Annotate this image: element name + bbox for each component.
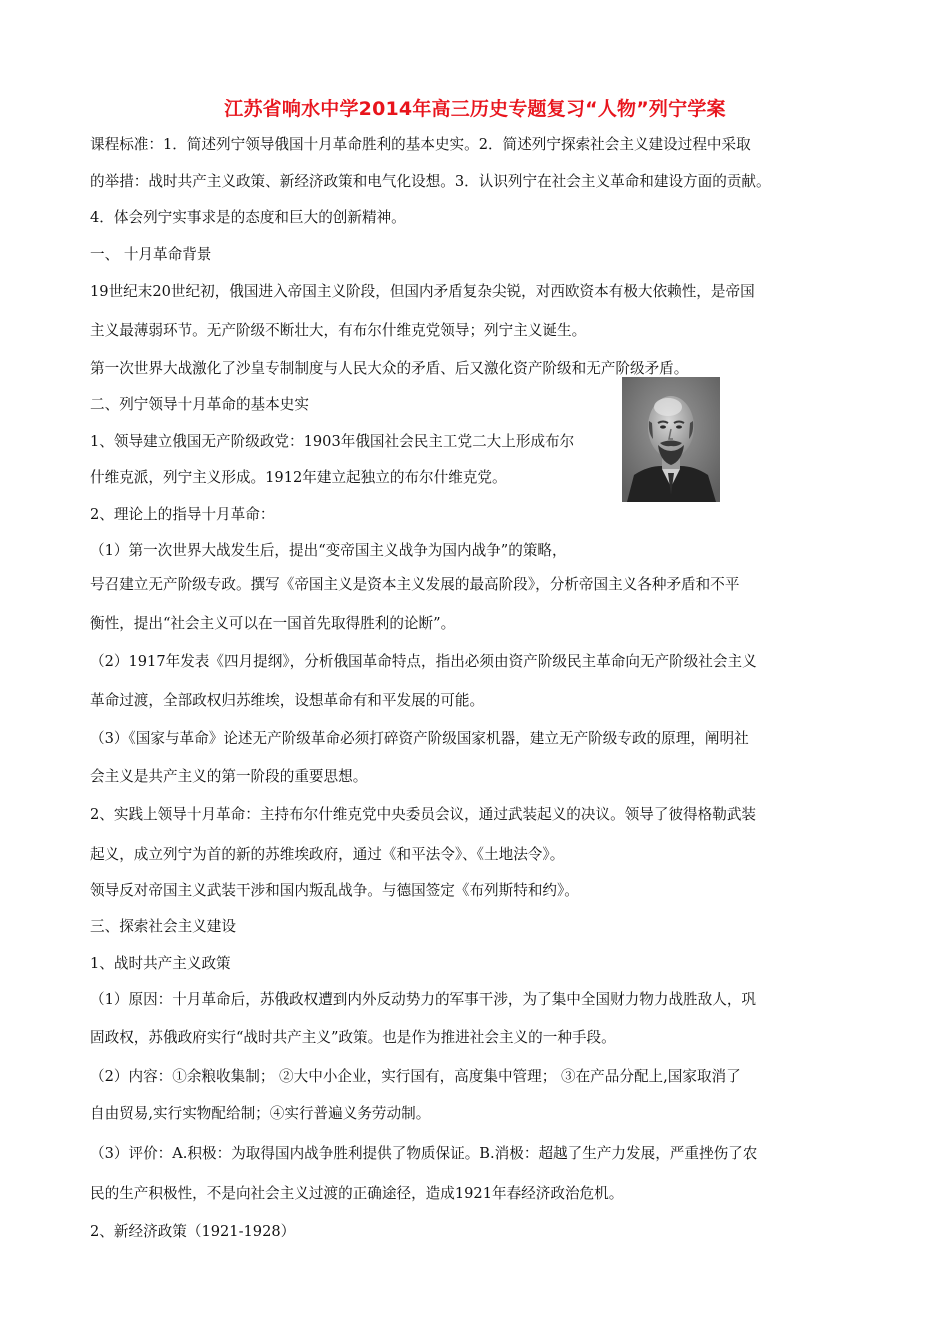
text-line: 1、领导建立俄国无产阶级政党：1903年俄国社会民主工党二大上形成布尔 xyxy=(90,433,575,450)
text-line: 自由贸易,实行实物配给制；④实行普遍义务劳动制。 xyxy=(90,1105,431,1122)
text-line: 什维克派，列宁主义形成。1912年建立起独立的布尔什维克党。 xyxy=(90,469,507,486)
text-line: 2、实践上领导十月革命：主持布尔什维克党中央委员会议，通过武装起义的决议。领导了彼得格勒武装 xyxy=(90,806,757,823)
text-line: 2、新经济政策（1921-1928） xyxy=(90,1223,296,1240)
text-line: 19世纪末20世纪初，俄国进入帝国主义阶段，但国内矛盾复杂尖锐，对西欧资本有极大依赖性，是帝国 xyxy=(90,283,755,300)
section-heading: 一、 十月革命背景 xyxy=(90,246,212,263)
text-line: （3）评价：A.积极：为取得国内战争胜利提供了物质保证。B.消极：超越了生产力发展，严重挫伤了农 xyxy=(90,1145,758,1162)
text-line: 的举措：战时共产主义政策、新经济政策和电气化设想。3．认识列宁在社会主义革命和建设方面的贡献。 xyxy=(90,173,771,190)
text-line: （1）第一次世界大战发生后，提出“变帝国主义战争为国内战争”的策略， xyxy=(90,542,567,559)
text-line: 起义，成立列宁为首的新的苏维埃政府，通过《和平法令》、《土地法令》。 xyxy=(90,846,565,863)
section-heading: 三、探索社会主义建设 xyxy=(90,918,236,935)
text-line: 主义最薄弱环节。无产阶级不断壮大，有布尔什维克党领导；列宁主义诞生。 xyxy=(90,322,587,339)
text-line: 2、理论上的指导十月革命： xyxy=(90,506,275,523)
text-line: 衡性，提出“社会主义可以在一国首先取得胜利的论断”。 xyxy=(90,615,456,632)
text-line: 民的生产积极性，不是向社会主义过渡的正确途径，造成1921年春经济政治危机。 xyxy=(90,1185,624,1202)
text-line: （1）原因：十月革命后，苏俄政权遭到内外反动势力的军事干涉，为了集中全国财力物力战胜敌人，巩 xyxy=(90,991,757,1008)
document-title: 江苏省响水中学2014年高三历史专题复习“人物”列宁学案 xyxy=(224,98,726,120)
text-line: 革命过渡，全部政权归苏维埃，设想革命有和平发展的可能。 xyxy=(90,692,485,709)
text-line: （2）内容：①余粮收集制； ②大中小企业，实行国有，高度集中管理； ③在产品分配上,国家取消了 xyxy=(90,1068,741,1085)
section-heading: 二、列宁领导十月革命的基本史实 xyxy=(90,396,309,413)
text-line: 第一次世界大战激化了沙皇专制制度与人民大众的矛盾、后又激化资产阶级和无产阶级矛盾。 xyxy=(90,360,689,377)
text-line: 领导反对帝国主义武装干涉和国内叛乱战争。与德国签定《布列斯特和约》。 xyxy=(90,882,579,899)
text-line: 固政权，苏俄政府实行“战时共产主义”政策。也是作为推进社会主义的一种手段。 xyxy=(90,1029,616,1046)
text-line: 会主义是共产主义的第一阶段的重要思想。 xyxy=(90,768,368,785)
text-line: 号召建立无产阶级专政。撰写《帝国主义是资本主义发展的最高阶段》，分析帝国主义各种矛盾和不平 xyxy=(90,576,740,593)
text-line: 1、战时共产主义政策 xyxy=(90,955,231,972)
text-line: （3）《国家与革命》论述无产阶级革命必须打碎资产阶级国家机器，建立无产阶级专政的原理，阐明社 xyxy=(90,730,749,747)
lenin-portrait-photo xyxy=(622,377,720,502)
text-line: 4．体会列宁实事求是的态度和巨大的创新精神。 xyxy=(90,209,406,226)
text-line: （2）1917年发表《四月提纲》，分析俄国革命特点，指出必须由资产阶级民主革命向无产阶级社会主义 xyxy=(90,653,757,670)
text-line: 课程标准：1．简述列宁领导俄国十月革命胜利的基本史实。2．简述列宁探索社会主义建设过程中采取 xyxy=(90,136,751,153)
